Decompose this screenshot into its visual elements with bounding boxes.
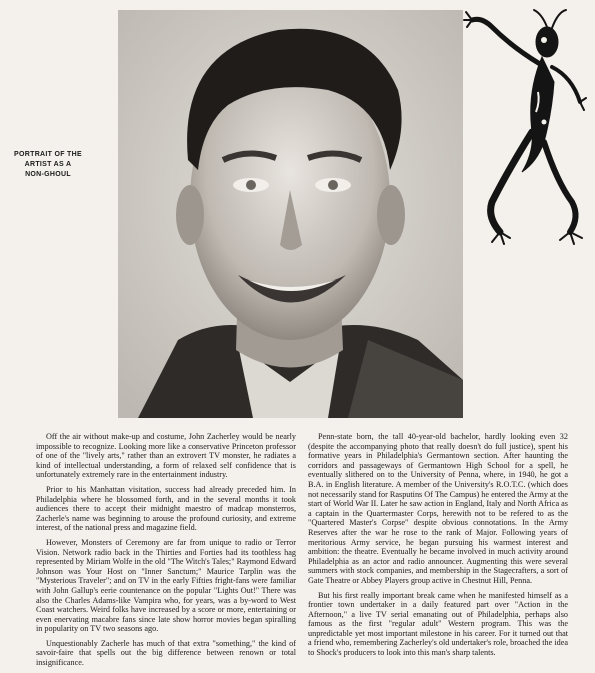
left-paragraph-4: Unquestionably Zacherle has much of that extra "something," the kind of savoir-faire that spells out the big difference between renown or total insignificance.	[36, 638, 296, 668]
ghoul-drawing-icon	[462, 2, 587, 247]
article-column-right	[308, 432, 568, 663]
photo-caption	[8, 150, 88, 180]
right-paragraph-1: Penn-state born, the tall 40-year-old bachelor, hardly looking even 32 (despite the accompanying photo that really doesn't do full justice), spent his formative years in Philadelphia's Germantown section. After haunting the corridors and passageways of Germantown High School for a spell, he eventually slithered on to the University of Penna, where, in 1940, he got a B.A. in English literature. A member of the University's R.O.T.C. (which does not necessarily stand for Rasputins Of The Campus) he entered the Army at the start of World War II. Later he saw action in England, Italy and North Africa as a captain in the Quartermaster Corps, herewith not to be refered to as the "Quartered Master's Corpse" despite obvious connotations. In the Army Reserves after the war he rose to the rank of Major. Following years of meritorious Army service, he began pursuing his warmest interest and ambition: the theatre. Eventually he became involved in much activity around Philadelphia as an actor and radio announcer. Augmenting this were several summers with stock companies, and membership in the Stagecrafters, a sort of Gate Theatre or Abbey Players group active in Chestnut Hill, Penna.	[308, 432, 568, 585]
article-column-left	[36, 432, 296, 673]
left-paragraph-3: However, Monsters of Ceremony are far from unique to radio or Terror Vision. Network radio back in the Thirties and Forties had its toothless hag represented by Miriam Wolfe in the old "The Witch's Tales;" Raymond Edward Johnson was Your Host on "Inner Sanctum;" Maurice Tarplin was the "Mysterious Traveler"; and on TV in the early Fifties fright-fans were familiar with John Gallup's eerie countenance on the popular "Lights Out!" There was also the Charles Adams-like Vampira who, for years, was a by-word to West Coast watchers. Weird folks have increased by a score or more, entertaining or even enervating macabre fans since late show horror movies began spiralling in popularity on TV two seasons ago.	[36, 537, 296, 634]
left-paragraph-1: Off the air without make-up and costume, John Zacherley would be nearly impossible to recognize. Looking more like a conservative Princeton professor of one of the "lively arts," rather than an extrovert TV monster, he radiates a kind of intellectual understanding, a form of relaxed self confidence that is unfortunately extremely rare in the entertainment industry.	[36, 432, 296, 480]
caption-line-1: PORTRAIT OF THE	[14, 151, 82, 158]
left-paragraph-2: Prior to his Manhattan visitation, success had already preceded him. In Philadelphia where he blossomed forth, and in the several months it took audiences there to accept their midnight maestro of madcap monsterros, Zacherle's name was beginning to arouse the profound curiosity, and extreme interest, of the national press and magazine field.	[36, 484, 296, 533]
caption-line-2: ARTIST AS A	[24, 161, 72, 168]
caption-line-3: NON-GHOUL	[25, 171, 71, 178]
portrait-photo	[118, 10, 463, 418]
right-paragraph-2: But his first really important break came when he manifested himself as a frontier town undertaker in a daily featured part over "Action in the Afternoon," a live TV serial emanating out of Philadelphia, perhaps also famous as the first "regular adult" Western program. This was the unpredictable yet most important milestone in his career. For it turned out that a friend who, remembering Zacherley's old undertaker's role, broached the idea to Shock's producers to look into this man's sharp talents.	[308, 590, 568, 658]
